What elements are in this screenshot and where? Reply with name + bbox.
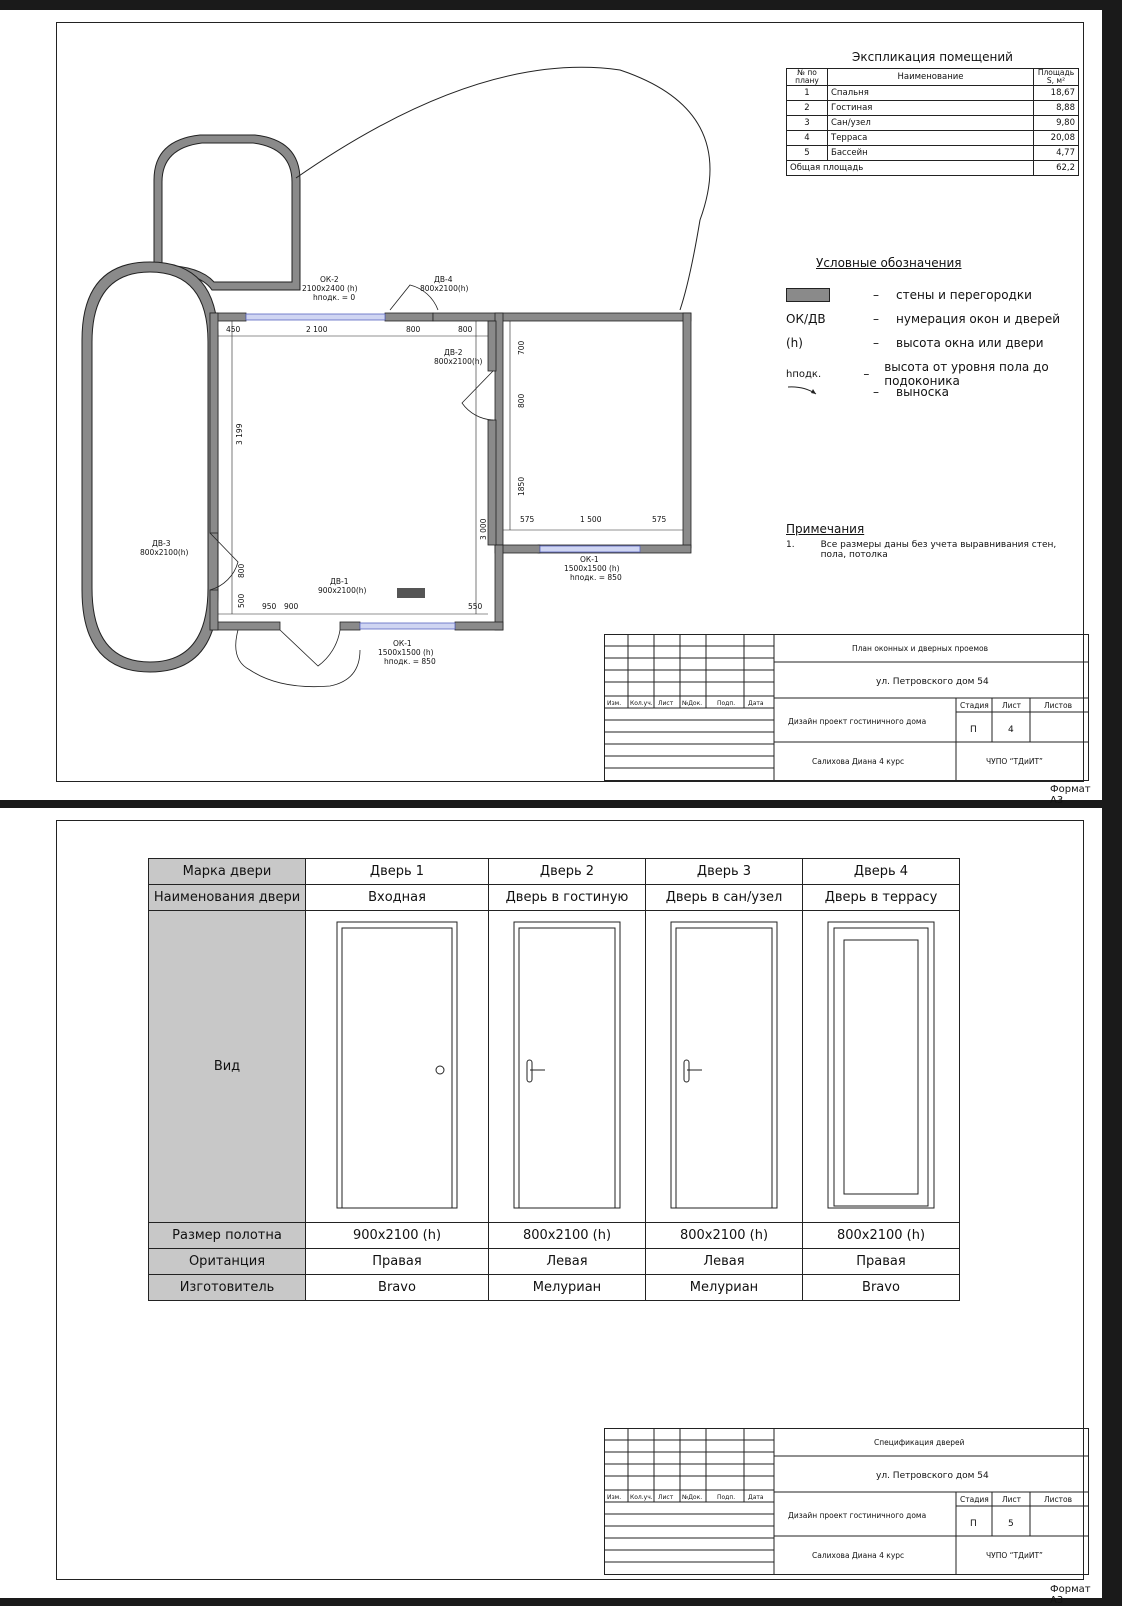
- dim-800-b: 800: [458, 325, 473, 334]
- dv4-label: ДВ-4: [434, 275, 453, 284]
- ok2-size: 2100х2400 (h): [302, 284, 358, 293]
- svg-text:Дата: Дата: [748, 1494, 764, 1501]
- notes-title: Примечания: [786, 522, 865, 536]
- legend-item: hподк. – высота от уровня пола до подоконика: [786, 360, 1049, 388]
- explication-col-area: Площадь S, м²: [1034, 69, 1079, 86]
- ok1-sill-a: hподк. = 850: [384, 657, 436, 666]
- sheet-title: План оконных и дверных проемов: [852, 644, 988, 653]
- table-row: 2 Гостиная 8,88: [787, 101, 1079, 116]
- dim-800-d: 800: [237, 563, 246, 578]
- svg-text:Подп.: Подп.: [717, 1494, 736, 1501]
- ok2-label: ОК-2: [320, 275, 339, 284]
- sheet-floor-plan: [0, 10, 1102, 806]
- explication-total-label: Общая площадь: [787, 161, 1034, 176]
- dim-1850: 1850: [517, 476, 526, 496]
- door-name: Дверь в террасу: [803, 885, 960, 911]
- format-label: Формат А3: [1050, 784, 1091, 806]
- dv4-size: 800х2100(h): [420, 284, 469, 293]
- sheet-title: Спецификация дверей: [874, 1438, 965, 1447]
- door-size: 800х2100 (h): [803, 1223, 960, 1249]
- table-row: [787, 161, 1079, 176]
- legend-item: (h) – высота окна или двери: [786, 336, 1044, 350]
- dv1-size: 900х2100(h): [318, 586, 367, 595]
- row-header-mark: Марка двери: [149, 859, 306, 885]
- project-name: Дизайн проект гостиничного дома: [788, 717, 927, 726]
- terrace-outline: [296, 67, 710, 310]
- svg-text:Кол.уч.: Кол.уч.: [630, 1494, 653, 1501]
- row-header-manufacturer: Изготовитель: [149, 1275, 306, 1301]
- svg-text:Изм.: Изм.: [607, 700, 622, 707]
- svg-text:Лист: Лист: [1002, 1495, 1022, 1504]
- dim-3000: 3 000: [479, 518, 488, 540]
- svg-text:№Док.: №Док.: [682, 1494, 703, 1501]
- door-size: 800х2100 (h): [646, 1223, 803, 1249]
- door-4-drawing: [826, 920, 936, 1210]
- door-orientation: Правая: [803, 1249, 960, 1275]
- list-value: 4: [1008, 725, 1014, 735]
- note-item: 1. Все размеры даны без учета выравнивания стен, пола, потолка: [786, 540, 1057, 560]
- door-2-drawing: [512, 920, 622, 1210]
- wall-swatch: [786, 288, 830, 302]
- format-label: Формат А3: [1050, 1584, 1091, 1606]
- organization: ЧУПО “ТДиИТ”: [986, 1551, 1043, 1560]
- dv1-label: ДВ-1: [330, 577, 349, 586]
- dim-550: 550: [468, 602, 483, 611]
- floor-plan-drawing: [0, 10, 780, 710]
- list-value: 5: [1008, 1519, 1014, 1529]
- dim-575-a: 575: [520, 515, 535, 524]
- door-mark: Дверь 4: [803, 859, 960, 885]
- door-mark: Дверь 2: [489, 859, 646, 885]
- explication-col-name: Наименование: [828, 69, 1034, 86]
- title-block: [604, 634, 1090, 782]
- door-view: [489, 911, 646, 1223]
- svg-text:Изм.: Изм.: [607, 1494, 622, 1501]
- svg-text:Лист: Лист: [658, 700, 674, 707]
- table-row: 5 Бассейн 4,77: [787, 146, 1079, 161]
- author: Салихова Диана 4 курс: [812, 757, 905, 766]
- title-block: [604, 1428, 1090, 1576]
- explication-col-num: № по плану: [787, 69, 828, 86]
- door-3-drawing: [669, 920, 779, 1210]
- door-mark: Дверь 3: [646, 859, 803, 885]
- explication-total-value: 62,2: [1034, 161, 1079, 176]
- dim-950: 950: [262, 602, 277, 611]
- svg-text:Дата: Дата: [748, 700, 764, 707]
- stage-value: П: [970, 725, 977, 735]
- door-name: Дверь в гостиную: [489, 885, 646, 911]
- radiator: [397, 588, 425, 598]
- dv3-label: ДВ-3: [152, 539, 171, 548]
- svg-text:Стадия: Стадия: [960, 701, 989, 710]
- ok1-size-b: 1500х1500 (h): [564, 564, 620, 573]
- svg-text:Подп.: Подп.: [717, 700, 736, 707]
- dim-800-c: 800: [517, 393, 526, 408]
- author: Салихова Диана 4 курс: [812, 1551, 905, 1560]
- door-manufacturer: Bravo: [803, 1275, 960, 1301]
- door-orientation: Левая: [646, 1249, 803, 1275]
- stage-value: П: [970, 1519, 977, 1529]
- row-header-orientation: Оританция: [149, 1249, 306, 1275]
- door-view: [646, 911, 803, 1223]
- dim-500: 500: [237, 593, 246, 608]
- dim-700-a: 700: [517, 340, 526, 355]
- legend-item: ОК/ДВ – нумерация окон и дверей: [786, 312, 1061, 326]
- door-name: Входная: [306, 885, 489, 911]
- dim-2100: 2 100: [306, 325, 328, 334]
- door-orientation: Левая: [489, 1249, 646, 1275]
- door-mark: Дверь 1: [306, 859, 489, 885]
- door-orientation: Правая: [306, 1249, 489, 1275]
- explication-table: [786, 68, 1079, 176]
- row-header-size: Размер полотна: [149, 1223, 306, 1249]
- table-row: 1 Спальня 18,67: [787, 86, 1079, 101]
- dim-900: 900: [284, 602, 299, 611]
- sheet-door-spec: [0, 808, 1102, 1606]
- table-row: 3 Сан/узел 9,80: [787, 116, 1079, 131]
- organization: ЧУПО “ТДиИТ”: [986, 757, 1043, 766]
- dim-800-a: 800: [406, 325, 421, 334]
- svg-text:Листов: Листов: [1044, 701, 1073, 710]
- table-row: 4 Терраса 20,08: [787, 131, 1079, 146]
- legend-item: – выноска: [786, 384, 949, 399]
- legend-title: Условные обозначения: [816, 256, 962, 270]
- door-1-drawing: [332, 920, 462, 1210]
- dv2-label: ДВ-2: [444, 348, 463, 357]
- address: ул. Петровского дом 54: [876, 1471, 989, 1481]
- ok1-label-b: ОК-1: [580, 555, 599, 564]
- svg-text:Лист: Лист: [1002, 701, 1022, 710]
- svg-text:Листов: Листов: [1044, 1495, 1073, 1504]
- door-name: Дверь в сан/узел: [646, 885, 803, 911]
- row-header-view: Вид: [149, 911, 306, 1223]
- ok1-label-a: ОК-1: [393, 639, 412, 648]
- svg-text:Стадия: Стадия: [960, 1495, 989, 1504]
- dv2-size: 800х2100(h): [434, 357, 483, 366]
- ok1-sill-b: hподк. = 850: [570, 573, 622, 582]
- door-size: 800х2100 (h): [489, 1223, 646, 1249]
- dv3-size: 800х2100(h): [140, 548, 189, 557]
- explication-title: Экспликация помещений: [852, 50, 1013, 64]
- svg-text:№Док.: №Док.: [682, 700, 703, 707]
- project-name: Дизайн проект гостиничного дома: [788, 1511, 927, 1520]
- dim-3199: 3 199: [235, 423, 244, 445]
- svg-text:Лист: Лист: [658, 1494, 674, 1501]
- row-header-name: Наименования двери: [149, 885, 306, 911]
- ok2-sill: hподк. = 0: [313, 293, 356, 302]
- door-view: [306, 911, 489, 1223]
- dim-1500: 1 500: [580, 515, 602, 524]
- door-size: 900х2100 (h): [306, 1223, 489, 1249]
- door-manufacturer: Мелуриан: [489, 1275, 646, 1301]
- door-spec-table: [148, 858, 960, 1301]
- ok1-size-a: 1500х1500 (h): [378, 648, 434, 657]
- door-view: [803, 911, 960, 1223]
- dim-575-b: 575: [652, 515, 667, 524]
- leader-arrow-icon: [786, 384, 822, 396]
- door-manufacturer: Мелуриан: [646, 1275, 803, 1301]
- svg-text:Кол.уч.: Кол.уч.: [630, 700, 653, 707]
- door-manufacturer: Bravo: [306, 1275, 489, 1301]
- dim-450: 450: [226, 325, 241, 334]
- legend-item: – стены и перегородки: [786, 288, 1032, 302]
- address: ул. Петровского дом 54: [876, 677, 989, 687]
